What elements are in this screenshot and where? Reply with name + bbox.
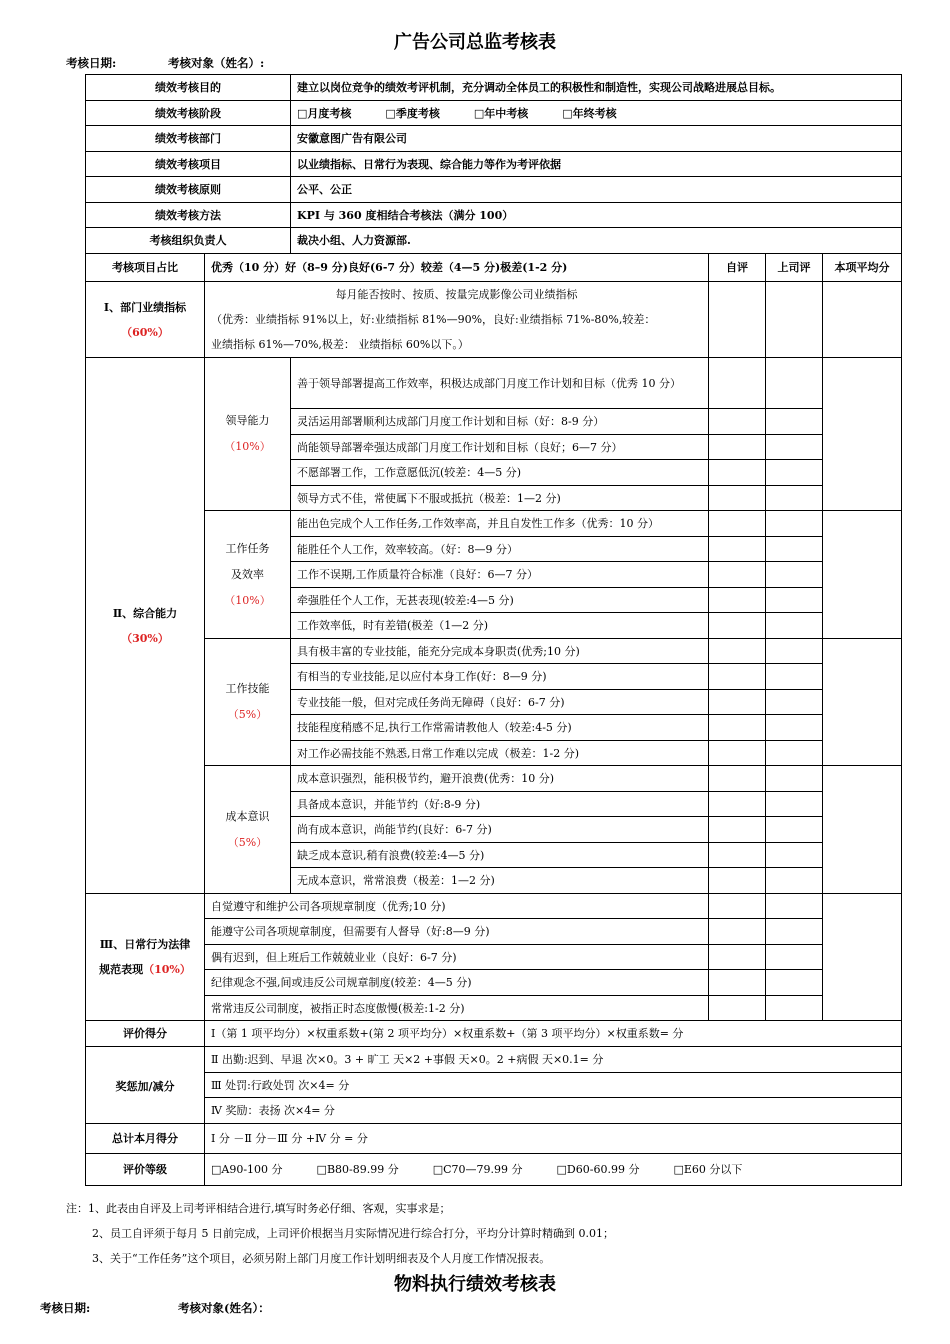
info-row-department: [86, 126, 902, 152]
header-item: 考核项目占比: [86, 254, 205, 282]
subgroup-pct: （5%）: [227, 708, 268, 721]
criteria-text: 能遵守公司各项规章制度，但需要有人督导（好:8—9 分): [205, 919, 709, 945]
info-row-purpose: [86, 75, 902, 101]
criteria-row: [86, 894, 902, 919]
criteria-text: 工作效率低，时有差错(极差（1—2 分): [291, 613, 709, 639]
criteria-row: [86, 970, 902, 996]
subgroup-pct: （5%）: [227, 835, 268, 849]
avg-score-cell[interactable]: [823, 766, 902, 894]
boss-score-cell[interactable]: [766, 537, 823, 562]
info-value: 安徽意图广告有限公司: [291, 126, 902, 152]
subgroup-name: 工作技能: [225, 682, 270, 695]
info-value: KPI 与 360 度相结合考核法（满分 100）: [291, 203, 902, 228]
criteria-row: [86, 945, 902, 970]
boss-score-cell[interactable]: [766, 409, 823, 435]
criteria-text: 常常违反公司制度，被指正时态度傲慢(极差:1-2 分): [205, 996, 709, 1021]
criteria-text: 灵活运用部署顺利达成部门月度工作计划和目标（好：8-9 分）: [291, 409, 709, 435]
info-label: 绩效考核方法: [86, 203, 291, 228]
criteria-text: 能胜任个人工作，效率较高。（好：8—9 分）: [291, 537, 709, 562]
self-score-cell[interactable]: [709, 690, 766, 715]
header-avg: 本项平均分: [823, 254, 902, 282]
stage-option-midyear[interactable]: □年中考核: [473, 106, 529, 120]
self-score-cell[interactable]: [709, 409, 766, 435]
stage-option-monthly[interactable]: □月度考核: [297, 106, 352, 120]
avg-score-cell[interactable]: [823, 282, 902, 358]
criteria-text: 缺乏成本意识,稍有浪费(较差:4—5 分): [291, 843, 709, 868]
self-score-cell[interactable]: [709, 817, 766, 843]
stage-option-quarterly[interactable]: □季度考核: [385, 106, 440, 120]
criteria-row: [86, 766, 902, 792]
self-score-cell[interactable]: [709, 715, 766, 741]
criteria-text: 能出色完成个人工作任务,工作效率高，并且自发性工作多（优秀：10 分）: [291, 511, 709, 537]
boss-score-cell[interactable]: [766, 486, 823, 511]
subgroup-name: 领导能力: [225, 414, 270, 427]
criteria-text: 专业技能一般，但对完成任务尚无障碍（良好：6-7 分): [291, 690, 709, 715]
section1-label-cell: [86, 282, 205, 358]
self-score-cell[interactable]: [709, 843, 766, 868]
review-date-label: 考核日期:: [66, 56, 117, 70]
criteria-text: 有相当的专业技能,足以应付本身工作(好：8—9 分): [291, 664, 709, 690]
self-score-cell[interactable]: [709, 945, 766, 970]
boss-score-cell[interactable]: [766, 715, 823, 741]
boss-score-cell[interactable]: [766, 639, 823, 664]
criteria-row: [86, 996, 902, 1021]
header-scale: 优秀（10 分）好（8–9 分)良好(6-7 分）较差（4—5 分)极差(1-2 分): [205, 254, 709, 282]
criteria-text: 技能程度稍感不足,执行工作常需请教他人（较差:4-5 分): [291, 715, 709, 741]
criteria-text: 尚能领导部署牵强达成部门月度工作计划和目标（良好；6—7 分）: [291, 435, 709, 460]
criteria-row: [86, 358, 902, 409]
boss-score-cell[interactable]: [766, 868, 823, 894]
section3-label: Ⅲ、日常行为法律: [99, 938, 191, 951]
info-label: 绩效考核项目: [86, 152, 291, 177]
boss-score-cell[interactable]: [766, 562, 823, 588]
avg-score-cell[interactable]: [823, 358, 902, 511]
section1-label: Ⅰ、部门业绩指标: [103, 300, 187, 314]
criteria-text: 不愿部署工作，工作意愿低沉(较差：4—5 分): [291, 460, 709, 486]
subgroup-name: 工作任务: [225, 541, 270, 555]
boss-score-cell[interactable]: [766, 511, 823, 537]
self-score-cell[interactable]: [709, 588, 766, 613]
evaluation-table: [85, 74, 902, 1186]
self-score-cell[interactable]: [709, 792, 766, 817]
grade-option-c[interactable]: □C70—79.99 分: [432, 1163, 523, 1176]
criteria-text: 尚有成本意识，尚能节约(良好：6-7 分): [291, 817, 709, 843]
criteria-text: 具有极丰富的专业技能，能充分完成本身职责(优秀;10 分): [291, 639, 709, 664]
avg-score-cell[interactable]: [823, 639, 902, 766]
section2-label-cell: [86, 358, 205, 894]
bonus-row: [86, 1047, 902, 1073]
criteria-text: 纪律观念不强,间或违反公司规章制度(较差：4—5 分): [205, 970, 709, 996]
grade-label: 评价等级: [86, 1154, 205, 1186]
grade-option-a[interactable]: □A90-100 分: [211, 1163, 283, 1176]
boss-score-cell[interactable]: [766, 817, 823, 843]
info-label: 绩效考核部门: [86, 126, 291, 152]
criteria-text: 自觉遵守和维护公司各项规章制度（优秀;10 分): [205, 894, 709, 919]
criteria-text: 领导方式不佳，常使属下不服或抵抗（极差：1—2 分): [291, 486, 709, 511]
self-score-cell[interactable]: [709, 613, 766, 639]
section3-label-cell: [86, 894, 205, 1021]
boss-score-cell[interactable]: [766, 945, 823, 970]
self-score-cell[interactable]: [709, 664, 766, 690]
info-label: 绩效考核原则: [86, 177, 291, 203]
avg-score-cell[interactable]: [823, 511, 902, 639]
subgroup-name: 成本意识: [225, 809, 270, 823]
subgroup-leadership: [205, 358, 291, 511]
info-row-owner: [86, 228, 902, 254]
grade-option-d[interactable]: □D60-60.99 分: [556, 1163, 640, 1176]
boss-score-cell[interactable]: [766, 970, 823, 996]
subgroup-name-line2: 及效率: [231, 567, 264, 581]
boss-score-cell[interactable]: [766, 460, 823, 486]
total-label: 总计本月得分: [86, 1124, 205, 1154]
section1-row: [86, 282, 902, 358]
self-score-cell[interactable]: [709, 766, 766, 792]
section2-label: Ⅱ、综合能力: [112, 606, 178, 620]
info-label: 绩效考核目的: [86, 75, 291, 101]
boss-score-cell[interactable]: [766, 690, 823, 715]
criteria-text: 善于领导部署提高工作效率，积极达成部门月度工作计划和目标（优秀 10 分）: [291, 358, 709, 409]
note-3: 3、关于“工作任务”这个项目，必须另附上部门月度工作计划明细表及个人月度工作情况报表。: [92, 1252, 551, 1265]
section1-line1: 每月能否按时、按质、按量完成影像公司业绩指标: [335, 288, 578, 301]
score-label: 评价得分: [86, 1021, 205, 1047]
boss-score-cell[interactable]: [766, 664, 823, 690]
self-score-cell[interactable]: [709, 996, 766, 1021]
boss-score-cell[interactable]: [766, 894, 823, 919]
subgroup-task-efficiency: [205, 511, 291, 639]
self-score-cell[interactable]: [709, 537, 766, 562]
criteria-text: 具备成本意识，并能节约（好:8-9 分): [291, 792, 709, 817]
bonus-reward: Ⅳ 奖励：表扬 次×4= 分: [205, 1098, 902, 1124]
self-score-cell[interactable]: [709, 511, 766, 537]
subgroup-cost-awareness: [205, 766, 291, 894]
self-score-cell[interactable]: [709, 741, 766, 766]
score-formula: Ⅰ（第 1 项平均分）×权重系数+(第 2 项平均分）×权重系数+（第 3 项平均分）×权重系数= 分: [205, 1021, 902, 1047]
info-value: 以业绩指标、日常行为表现、综合能力等作为考评依据: [291, 152, 902, 177]
info-value: 公平、公正: [291, 177, 902, 203]
note-2: 2、员工自评须于每月 5 日前完成，上司评价根据当月实际情况进行综合打分，平均分计算时精确到 0.01；: [92, 1227, 614, 1240]
bonus-label-cell: [86, 1047, 205, 1124]
self-score-cell[interactable]: [709, 460, 766, 486]
criteria-text: 无成本意识，常常浪费（极差：1—2 分): [291, 868, 709, 894]
info-row-items: [86, 152, 902, 177]
page-title: 广告公司总监考核表: [394, 32, 556, 53]
info-value: 建立以岗位竞争的绩效考评机制，充分调动全体员工的积极性和制造性，实现公司战略进展总目标。: [291, 75, 902, 101]
self-score-cell[interactable]: [709, 639, 766, 664]
boss-score-cell[interactable]: [766, 843, 823, 868]
section3-label-line2: [92, 957, 198, 982]
self-score-cell[interactable]: [709, 562, 766, 588]
criteria-row: [86, 511, 902, 537]
bonus-row: [86, 1073, 902, 1098]
section1-criteria: [205, 282, 709, 358]
second-review-target-label: 考核对象(姓名）：: [178, 1301, 270, 1315]
stage-options: [291, 101, 902, 126]
info-label: 绩效考核阶段: [86, 101, 291, 126]
section1-pct: （60%）: [121, 325, 169, 339]
section2-pct: （30%）: [121, 631, 169, 645]
boss-score-cell[interactable]: [766, 435, 823, 460]
score-header-row: [86, 254, 902, 282]
info-row-principle: [86, 177, 902, 203]
self-score-cell[interactable]: [709, 970, 766, 996]
info-label: 考核组织负责人: [86, 228, 291, 254]
section3-label2: 规范表现: [99, 963, 144, 976]
score-row: [86, 1021, 902, 1047]
criteria-text: 偶有迟到，但上班后工作兢兢业业（良好：6-7 分): [205, 945, 709, 970]
boss-score-cell[interactable]: [766, 766, 823, 792]
boss-score-cell[interactable]: [766, 792, 823, 817]
avg-score-cell[interactable]: [823, 894, 902, 1021]
second-review-date-label: 考核日期:: [40, 1301, 91, 1315]
subgroup-pct: （10%）: [224, 593, 271, 607]
subgroup-work-skills: [205, 639, 291, 766]
section1-line2: （优秀：业绩指标 91%以上，好:业绩指标 81%—90%，良好:业绩指标 71%-80%,较差：: [211, 313, 656, 326]
boss-score-cell[interactable]: [766, 996, 823, 1021]
boss-score-cell[interactable]: [766, 358, 823, 409]
review-target-label: 考核对象（姓名）:: [168, 56, 265, 70]
grade-option-e[interactable]: □E60 分以下: [673, 1163, 743, 1176]
bonus-label: 奖惩加/减分: [115, 1079, 175, 1093]
bonus-row: [86, 1098, 902, 1124]
bonus-penalty: Ⅲ 处罚:行政处罚 次×4= 分: [205, 1073, 902, 1098]
self-score-cell[interactable]: [709, 358, 766, 409]
self-score-cell[interactable]: [709, 919, 766, 945]
criteria-row: [86, 919, 902, 945]
self-score-cell[interactable]: [709, 282, 766, 358]
boss-score-cell[interactable]: [766, 588, 823, 613]
note-1: 注：1、此表由自评及上司考评相结合进行,填写时务必仔细、客观，实事求是；: [66, 1202, 451, 1215]
section1-line3: 业绩指标 61%—70%,极差： 业绩指标 60%以下。）: [211, 338, 469, 351]
section3-pct: （10%）: [143, 963, 191, 976]
criteria-text: 工作不误期,工作质量符合标准（良好：6—7 分）: [291, 562, 709, 588]
boss-score-cell[interactable]: [766, 741, 823, 766]
stage-option-yearend[interactable]: □年终考核: [562, 106, 617, 120]
info-row-method: [86, 203, 902, 228]
self-score-cell[interactable]: [709, 486, 766, 511]
criteria-text: 牵强胜任个人工作，无甚表现(较差:4—5 分): [291, 588, 709, 613]
header-boss: 上司评: [766, 254, 823, 282]
self-score-cell[interactable]: [709, 868, 766, 894]
info-row-stage: [86, 101, 902, 126]
total-formula: Ⅰ 分 －Ⅱ 分－Ⅲ 分 +Ⅳ 分 = 分: [205, 1124, 902, 1154]
grade-options: [205, 1154, 902, 1186]
second-form-title: 物料执行绩效考核表: [394, 1274, 556, 1295]
boss-score-cell[interactable]: [766, 282, 823, 358]
boss-score-cell[interactable]: [766, 919, 823, 945]
criteria-text: 成本意识强烈，能积极节约，避开浪费(优秀：10 分): [291, 766, 709, 792]
info-value: 裁决小组、人力资源部.: [291, 228, 902, 254]
grade-row: [86, 1154, 902, 1186]
self-score-cell[interactable]: [709, 435, 766, 460]
bonus-attendance: Ⅱ 出勤:迟到、早退 次×0。3 + 旷工 天×2 +事假 天×0。2 +病假 天×0.1= 分: [205, 1047, 902, 1073]
criteria-text: 对工作必需技能不熟悉,日常工作难以完成（极差：1-2 分): [291, 741, 709, 766]
criteria-row: [86, 639, 902, 664]
grade-option-b[interactable]: □B80-89.99 分: [316, 1163, 399, 1176]
self-score-cell[interactable]: [709, 894, 766, 919]
subgroup-pct: （10%）: [224, 440, 271, 453]
boss-score-cell[interactable]: [766, 613, 823, 639]
header-self: 自评: [709, 254, 766, 282]
total-row: [86, 1124, 902, 1154]
